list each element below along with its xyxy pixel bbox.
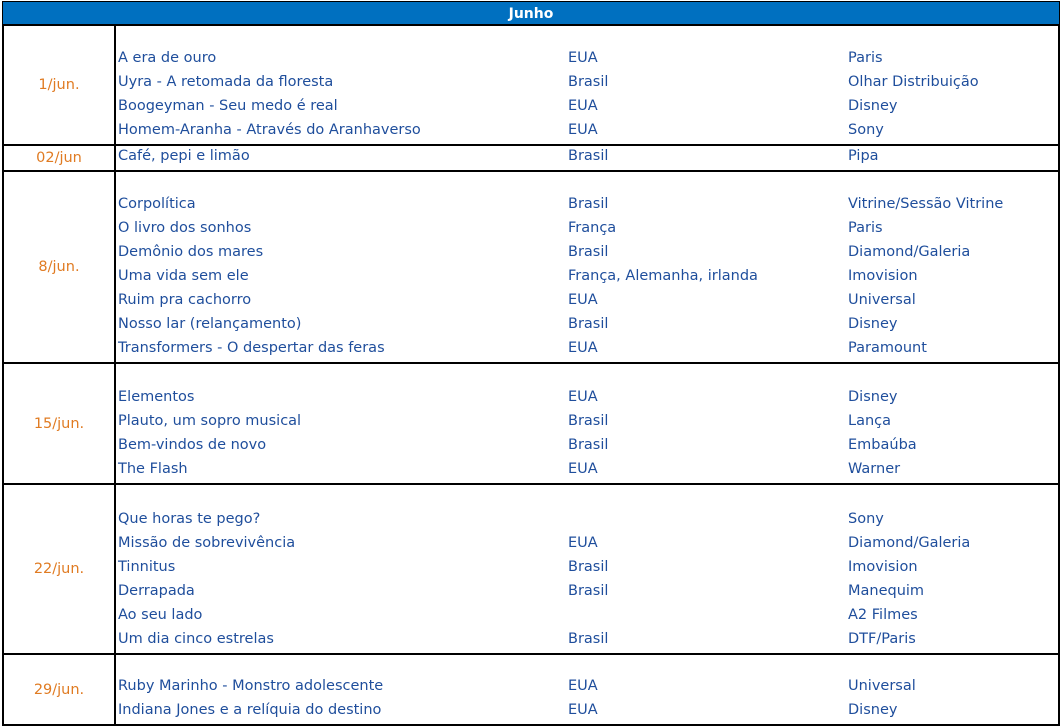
- film-title: Tinnitus: [118, 559, 176, 575]
- film-distributor: Imovision: [848, 559, 918, 575]
- release-table: [2, 25, 1060, 726]
- release-date: 22/jun.: [4, 485, 116, 653]
- film-row: [116, 433, 1058, 457]
- film-list: [116, 385, 1058, 481]
- film-distributor: Disney: [848, 702, 898, 718]
- film-row: [116, 579, 1058, 603]
- film-title: Plauto, um sopro musical: [118, 413, 302, 429]
- film-row: [116, 603, 1058, 627]
- film-title: Uma vida sem ele: [118, 268, 249, 284]
- film-distributor: Vitrine/Sessão Vitrine: [848, 196, 1004, 212]
- film-title: Corpolítica: [118, 196, 196, 212]
- film-distributor: Paris: [848, 220, 883, 236]
- film-country: EUA: [568, 389, 598, 405]
- film-title: Nosso lar (relançamento): [118, 316, 302, 332]
- release-group: [2, 655, 1060, 726]
- film-title: Transformers - O despertar das feras: [118, 340, 385, 356]
- film-row: [116, 531, 1058, 555]
- film-title: Uyra - A retomada da floresta: [118, 74, 334, 90]
- film-row: [116, 627, 1058, 651]
- film-country: Brasil: [568, 559, 609, 575]
- film-country: Brasil: [568, 583, 609, 599]
- film-title: The Flash: [118, 461, 188, 477]
- film-title: A era de ouro: [118, 50, 217, 66]
- release-date: 29/jun.: [4, 655, 116, 724]
- release-date: 15/jun.: [4, 364, 116, 483]
- film-title: Missão de sobrevivência: [118, 535, 296, 551]
- film-distributor: Sony: [848, 122, 884, 138]
- release-group: [2, 172, 1060, 364]
- film-country: EUA: [568, 340, 598, 356]
- film-country: Brasil: [568, 244, 609, 260]
- release-group: [2, 146, 1060, 172]
- film-row: [116, 240, 1058, 264]
- film-row: [116, 94, 1058, 118]
- film-distributor: Olhar Distribuição: [848, 74, 979, 90]
- film-list: [116, 46, 1058, 142]
- film-row: [116, 264, 1058, 288]
- film-distributor: Embaúba: [848, 437, 917, 453]
- film-country: Brasil: [568, 316, 609, 332]
- film-country: Brasil: [568, 148, 609, 164]
- film-row: [116, 698, 1058, 722]
- film-distributor: Paris: [848, 50, 883, 66]
- release-group: [2, 364, 1060, 485]
- film-distributor: A2 Filmes: [848, 607, 918, 623]
- film-country: EUA: [568, 98, 598, 114]
- film-row: [116, 144, 1058, 168]
- release-date: 8/jun.: [4, 172, 116, 362]
- film-distributor: Diamond/Galeria: [848, 244, 971, 260]
- film-title: Ruim pra cachorro: [118, 292, 252, 308]
- film-title: Demônio dos mares: [118, 244, 264, 260]
- film-list: [116, 674, 1058, 722]
- release-date: 02/jun: [4, 146, 116, 170]
- film-country: Brasil: [568, 631, 609, 647]
- release-group: [2, 485, 1060, 655]
- film-row: [116, 192, 1058, 216]
- film-title: Bem-vindos de novo: [118, 437, 267, 453]
- film-distributor: DTF/Paris: [848, 631, 916, 647]
- film-list: [116, 144, 1058, 168]
- release-date: 1/jun.: [4, 26, 116, 144]
- film-list: [116, 507, 1058, 651]
- film-country: Brasil: [568, 74, 609, 90]
- film-distributor: Disney: [848, 98, 898, 114]
- film-title: O livro dos sonhos: [118, 220, 252, 236]
- film-row: [116, 46, 1058, 70]
- film-title: Café, pepi e limão: [118, 148, 250, 164]
- film-country: França: [568, 220, 617, 236]
- film-row: [116, 216, 1058, 240]
- film-row: [116, 385, 1058, 409]
- film-distributor: Disney: [848, 316, 898, 332]
- film-distributor: Disney: [848, 389, 898, 405]
- film-row: [116, 555, 1058, 579]
- film-distributor: Pipa: [848, 148, 879, 164]
- film-title: Boogeyman - Seu medo é real: [118, 98, 338, 114]
- film-row: [116, 507, 1058, 531]
- film-title: Indiana Jones e a relíquia do destino: [118, 702, 382, 718]
- film-country: EUA: [568, 122, 598, 138]
- film-title: Ruby Marinho - Monstro adolescente: [118, 678, 384, 694]
- film-distributor: Manequim: [848, 583, 925, 599]
- film-country: EUA: [568, 461, 598, 477]
- film-distributor: Sony: [848, 511, 884, 527]
- film-row: [116, 336, 1058, 360]
- film-distributor: Warner: [848, 461, 901, 477]
- film-list: [116, 192, 1058, 360]
- film-distributor: Paramount: [848, 340, 927, 356]
- film-row: [116, 70, 1058, 94]
- film-row: [116, 288, 1058, 312]
- film-row: [116, 312, 1058, 336]
- film-row: [116, 674, 1058, 698]
- film-country: Brasil: [568, 196, 609, 212]
- month-header: Junho: [2, 1, 1060, 25]
- film-title: Ao seu lado: [118, 607, 203, 623]
- film-distributor: Universal: [848, 292, 916, 308]
- film-country: Brasil: [568, 437, 609, 453]
- release-group: [2, 25, 1060, 146]
- film-title: Que horas te pego?: [118, 511, 261, 527]
- film-country: EUA: [568, 535, 598, 551]
- film-distributor: Lança: [848, 413, 892, 429]
- film-distributor: Imovision: [848, 268, 918, 284]
- film-country: França, Alemanha, irlanda: [568, 268, 758, 284]
- film-title: Elementos: [118, 389, 195, 405]
- film-country: EUA: [568, 292, 598, 308]
- film-country: EUA: [568, 678, 598, 694]
- film-distributor: Diamond/Galeria: [848, 535, 971, 551]
- film-row: [116, 457, 1058, 481]
- film-title: Um dia cinco estrelas: [118, 631, 274, 647]
- film-distributor: Universal: [848, 678, 916, 694]
- film-title: Derrapada: [118, 583, 195, 599]
- film-row: [116, 118, 1058, 142]
- film-country: EUA: [568, 702, 598, 718]
- film-title: Homem-Aranha - Através do Aranhaverso: [118, 122, 421, 138]
- film-row: [116, 409, 1058, 433]
- film-country: Brasil: [568, 413, 609, 429]
- film-country: EUA: [568, 50, 598, 66]
